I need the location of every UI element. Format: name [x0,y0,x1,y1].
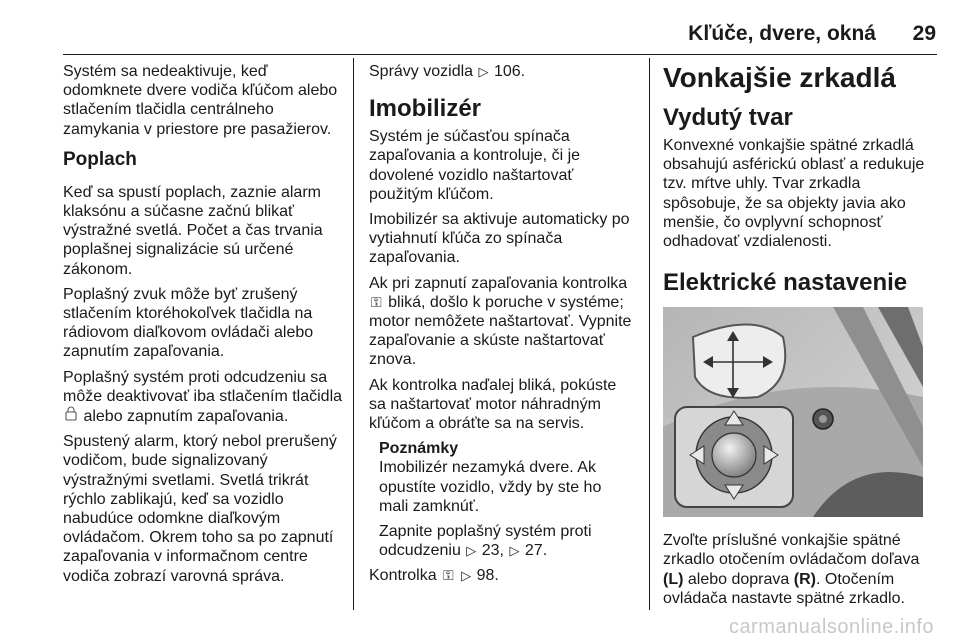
text-span: . Otočením ovládača nastavte spätné zrkadlo. [663,570,905,607]
paragraph [369,274,635,370]
reference-arrow-icon: ▷ [509,543,520,559]
immobilizer-warning-icon: ⚿ [443,567,454,584]
note-block [379,439,635,560]
paragraph: Konvexné vonkajšie spätné zrkadlá obsahujú asférickú oblasť a redukuje tzv. mŕtve uhly. Tvar zrkadla spôsobuje, že sa objekty javia ako menšie, čo ovplyvní schopnosť odhadovať vzdialenosti. [663,137,925,251]
paragraph: Imobilizér sa aktivuje automaticky po vytiahnutí kľúča zo spínača zapaľovania. [369,211,630,267]
column-divider-2 [649,58,650,610]
heading-vonkajsie-zrkadla: Vonkajšie zrkadlá [663,62,896,93]
text-span: Kontrolka [369,567,437,585]
paragraph: Poplašný zvuk môže byť zrušený stlačením ktoréhokoľvek tlačidla na rádiovom diaľkovom ovládači alebo zapnutím zapaľovania. [63,285,314,361]
note-paragraph [379,522,635,560]
text-span: Správy vozidla [369,63,474,80]
page-number: 29 [912,22,936,45]
text-span: Poplašný systém proti odcudzeniu sa môže deaktivovať iba stlačením tlačidla [63,368,343,405]
page-reference-link[interactable]: 27. [524,542,548,560]
right-label: (R) [793,570,816,588]
paragraph [369,566,635,585]
column-divider-1 [353,58,354,610]
paragraph [369,62,635,81]
paragraph: Keď sa spustí poplach, zaznie alarm klaksónu a súčasne začnú blikať výstražné svetlá. Počet a čas trvania poplašnej signalizácie sú určené zákonom. [63,183,323,278]
heading-vyduty-tvar: Vydutý tvar [663,104,793,131]
heading-poplach: Poplach [63,148,137,170]
paragraph: Systém sa nedeaktivuje, keď odomknete dvere vodiča kľúčom alebo stlačením tlačidla centrálneho zamykania v priestore pre pasažierov. [63,63,338,138]
column-2 [369,62,635,592]
text-span: Zvoľte príslušné vonkajšie spätné zrkadlo otočením ovládačom doľava [663,532,920,569]
reference-arrow-icon: ▷ [461,568,472,584]
note-title: Poznámky [379,440,459,458]
paragraph: Ak kontrolka naďalej bliká, pokúste sa naštartovať motor náhradným kľúčom a obráťte sa na servis. [369,376,617,433]
paragraph: Spustený alarm, ktorý nebol prerušený vodičom, bude signalizovaný výstražnými svetlami. Svetlá trikrát rýchlo zablikajú, keď sa vozidlo nabudúce odomkne diaľkovým ovládačom. Okrem toho sa po zapnutí zapaľovania v informačnom centre vodiča zobrazí varovná správa. [63,433,337,585]
page-title: Kľúče, dvere, okná [688,22,876,45]
lock-icon [63,406,79,426]
paragraph: Systém je súčasťou spínača zapaľovania a kontroluje, či je dovolené vozidlo naštartovať použitým kľúčom. [369,128,581,203]
header-rule [63,54,937,55]
page-header [0,0,960,58]
column-3 [663,62,931,614]
text-span: alebo doprava [687,570,790,588]
paragraph [63,368,346,427]
page-reference-link[interactable]: 98. [476,567,499,585]
reference-arrow-icon: ▷ [466,543,477,559]
reference-arrow-icon: ▷ [478,64,489,79]
text-span: alebo zapnutím zapaľovania. [83,408,289,426]
note-paragraph: Imobilizér nezamyká dvere. Ak opustíte vozidlo, vždy by ste ho mali zamknúť. [379,459,602,515]
lock-icon-svg [65,406,77,421]
text-span: Ak pri zapnutí zapaľovania kontrolka [369,274,628,292]
immobilizer-warning-icon: ⚿ [371,293,382,310]
left-label: (L) [663,570,684,588]
page-reference-link[interactable]: 106. [493,63,526,80]
page-reference-link[interactable]: 23, [481,542,504,560]
mirror-control-illustration [663,307,923,517]
watermark: carmanualsonline.info [728,616,934,638]
mirror-control-svg [663,307,923,517]
heading-imobilizer: Imobilizér [369,95,482,123]
text-span: bliká, došlo k poruche v systéme; motor nemôžete naštartovať. Vypnite zapaľovanie a skúste naštartovať znova. [369,293,632,369]
paragraph [663,531,931,608]
heading-elektricke-nastavenie: Elektrické nastavenie [663,269,908,297]
column-1 [63,62,346,592]
text-span: Zapnite poplašný systém proti odcudzeniu [379,523,592,560]
